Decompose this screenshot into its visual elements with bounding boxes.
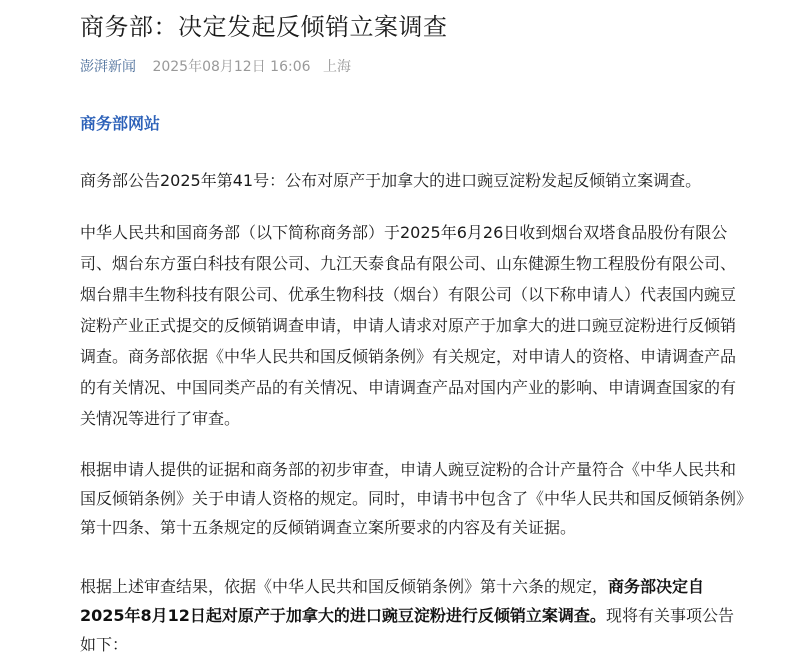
paragraph-4-tail: 现将有关事项公告如下： bbox=[80, 606, 734, 654]
paragraph-4-lead: 根据上述审查结果，依据《中华人民共和国反倾销条例》第十六条的规定， bbox=[80, 577, 609, 596]
paragraph-2: 中华人民共和国商务部（以下简称商务部）于2025年6月26日收到烟台双塔食品股份有限公司、烟台东方蛋白科技有限公司、九江天泰食品有限公司、山东健源生物工程股份有限公司、烟台鼎丰生物科技有限公司、优承生物科技（烟台）有限公司（以下称申请人）代表国内豌豆淀粉产业正式提交的反倾销调查申请，申请人请求对原产于加拿大的进口豌豆淀粉进行反倾销调查。商务部依据《中华人民共和国反倾销条例》有关规定，对申请人的资格、申请调查产品的有关情况、中国同类产品的有关情况、申请调查产品对国内产业的影响、申请调查国家的有关情况等进行了审查。 bbox=[80, 223, 737, 428]
paragraph-3: 根据申请人提供的证据和商务部的初步审查，申请人豌豆淀粉的合计产量符合《中华人民共和国反倾销条例》关于申请人资格的规定。同时，申请书中包含了《中华人民共和国反倾销条例》第十四条、第十五条规定的反倾销调查立案所要求的内容及有关证据。 bbox=[80, 460, 745, 537]
section-heading: 商务部网站 bbox=[80, 114, 161, 133]
paragraph-1: 商务部公告2025年第41号：公布对原产于加拿大的进口豌豆淀粉发起反倾销立案调查。 bbox=[80, 171, 702, 190]
paragraph-4 bbox=[80, 572, 746, 659]
source-link[interactable]: 澎湃新闻 bbox=[80, 59, 136, 75]
publish-location: 上海 bbox=[322, 59, 351, 75]
paragraph-4-bold: 商务部决定自2025年8月12日起对原产于加拿大的进口豌豆淀粉进行反倾销立案调查。 bbox=[80, 577, 705, 625]
publish-time: 2025年08月12日 16:06 bbox=[152, 59, 311, 75]
article-meta bbox=[80, 57, 351, 77]
article-title: 商务部：决定发起反倾销立案调查 bbox=[80, 13, 448, 41]
